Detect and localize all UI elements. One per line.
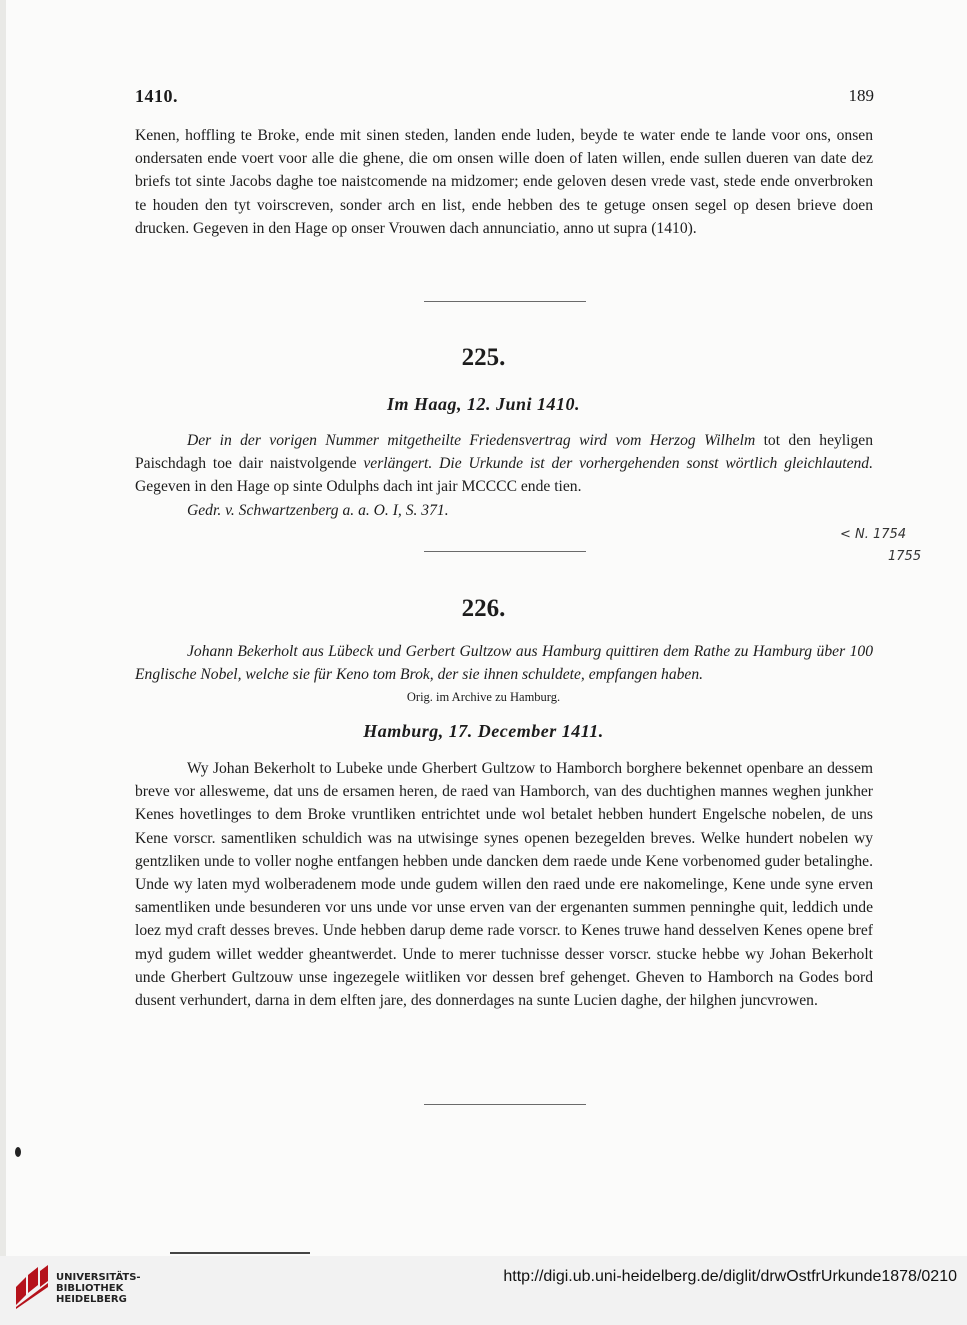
running-head-year: 1410. bbox=[135, 86, 178, 106]
running-head bbox=[135, 86, 874, 108]
permalink-url[interactable]: http://digi.ub.uni-heidelberg.de/diglit/drwOstfrUrkunde1878/0210 bbox=[503, 1268, 957, 1285]
dateline-226: Hamburg, 17. December 1411. bbox=[363, 721, 604, 741]
summary-text: Die Urkunde ist der vorhergehenden sonst wörtlich gleichlautend. bbox=[432, 455, 873, 473]
university-library-logo-icon bbox=[12, 1263, 52, 1309]
section-divider bbox=[424, 1104, 586, 1105]
print-reference-225: Gedr. v. Schwartzenberg a. a. O. I, S. 371. bbox=[187, 502, 449, 519]
institution-line: HEIDELBERG bbox=[56, 1294, 127, 1305]
document-number-226: 226. bbox=[461, 595, 506, 622]
document-number-225: 225. bbox=[461, 344, 506, 371]
archive-source: Orig. im Archive zu Hamburg. bbox=[406, 690, 561, 704]
page-edge-shadow bbox=[0, 0, 6, 1256]
handwritten-note-line1: < N. 1754 bbox=[840, 527, 907, 542]
document-226-text: Wy Johan Bekerholt to Lubeke unde Gherbert Gultzow to Hamborch borghere bekennet openbare an dessem breve vor allesweme, dat uns de ersamen heren, de raed van Hamborch, van des duchtighen mannes weghen junkher Kenes hovetlinges to dem Broke vruntliken entrichtet unde wol betalet hebben hundert Engelsche nobelen, de uns Kene vorscr. samentliken schuldich was na utwisinge synes openen bezegelden breves. Welke hundert nobelen wy gentzliken unde to voller noghe entfangen hebben unde dancken dem raede unde Kene vorbenomed guder betalinghe. Unde wy laten myd wolberadenem mode unde gudem willen den raed unde ere nakomelinge, Kene unde syne erven samentliken unde besunderen vor uns unde vor unse erven van der ergenanten summen penninghe quit, leddich unde loez myd craft desses breves. Unde hebben darup deme rade vorscr. to Kenes truwe hand desselven Kenes opene bref myd gudem willet wedder gheantwerdet. Unde to merer tuchnisse desser vorscr. stucke hebbe wy Johan Bekerholt unde Gherbert Gultzouw unse ingezegele wiitliken vor dessen bref gehenget. Gheven to Hamborch na Godes bord dusent verhundert, darna in dem elften jare, des donnerdages na sunte Lucien daghe, der hilghen juncvrowen. bbox=[135, 760, 873, 1010]
quoted-text: tot den heyligen Paischdagh toe dair naistvolgende bbox=[135, 432, 873, 473]
library-footer bbox=[0, 1256, 967, 1325]
section-divider bbox=[424, 301, 586, 302]
quoted-text: Gegeven in den Hage op sinte Odulphs dach int jair MCCCC ende tien. bbox=[135, 478, 582, 496]
summary-text: verlängert. bbox=[363, 455, 433, 473]
handwritten-note-line2: 1755 bbox=[888, 549, 922, 564]
institution-line: UNIVERSITÄTS- bbox=[56, 1272, 141, 1283]
handwritten-note-drawing bbox=[838, 520, 948, 570]
institution-line: BIBLIOTHEK bbox=[56, 1283, 124, 1294]
institution-name bbox=[56, 1272, 141, 1305]
intro-paragraph: Kenen, hoffling te Broke, ende mit sinen steden, landen ende luden, beyde te water ende te lande voor ons, onsen ondersaten ende voert voor alle die ghene, die om onsen wille doen of laten willen, ende sullen dueren van date dez briefs tot sinte Jacobs daghe toe naistcomende na midzomer; ende geloven desen vrede vast, stede ende onverbroken te houden den tyt voirscreven, sonder arch en list, ende hebben des te getuge onsen segel op desen brieve doen drucken. Gegeven in den Hage op onser Vrouwen dach annunciatio, anno ut supra (1410). bbox=[135, 127, 873, 237]
page-number: 189 bbox=[848, 86, 874, 105]
page-bottom-edge bbox=[170, 1252, 310, 1254]
scan-mark bbox=[15, 1147, 21, 1157]
document-226-summary: Johann Bekerholt aus Lübeck und Gerbert Gultzow aus Hamburg quittiren dem Rathe zu Hamburg über 100 Englische Nobel, welche sie für Keno tom Brok, der sie ihnen schuldete, empfangen haben. bbox=[135, 643, 873, 684]
dateline-225: Im Haag, 12. Juni 1410. bbox=[386, 394, 581, 414]
summary-text: Der in der vorigen Nummer mitgetheilte Friedensvertrag wird vom Herzog Wilhelm bbox=[187, 432, 756, 449]
section-divider bbox=[424, 551, 586, 552]
handwritten-note bbox=[838, 520, 948, 570]
document-225-body bbox=[135, 429, 873, 499]
